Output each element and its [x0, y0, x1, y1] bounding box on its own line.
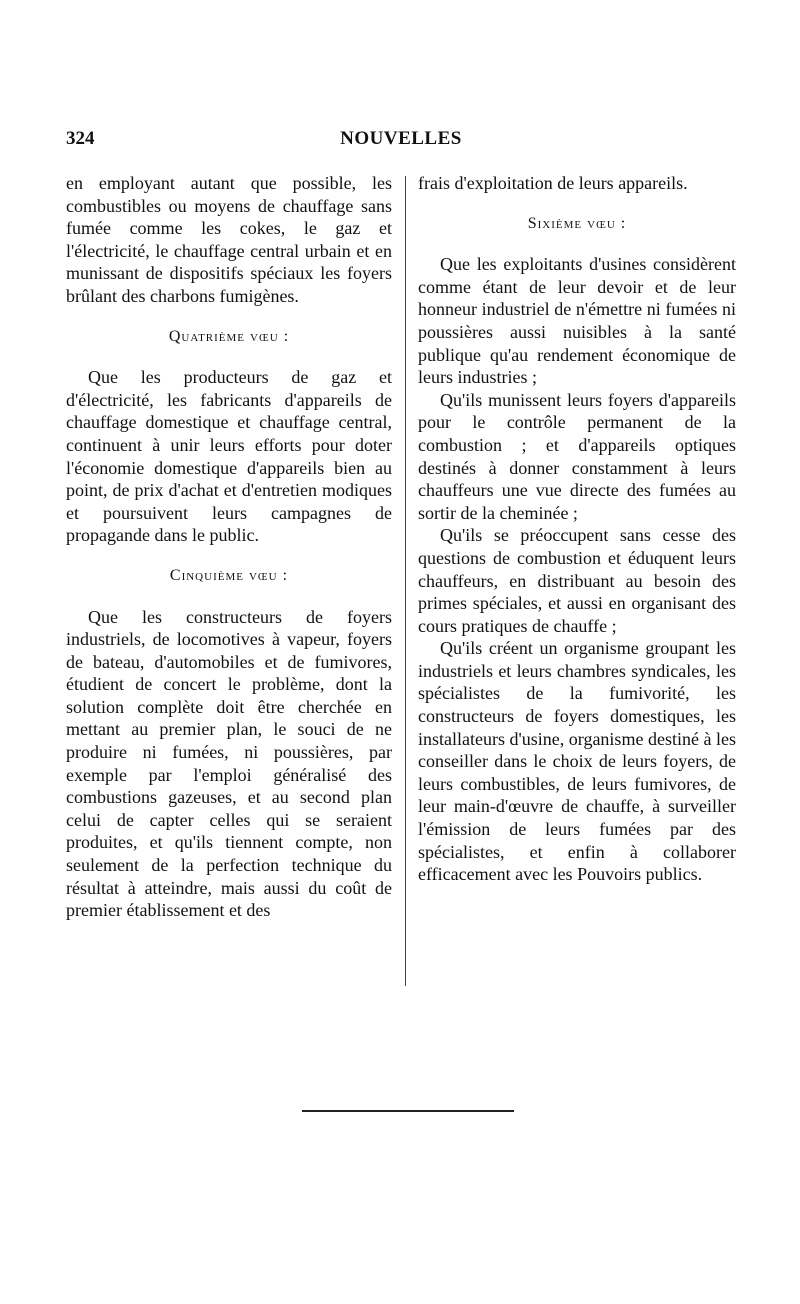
paragraph-cinquieme-voeu: Que les constructeurs de foyers industriels, de locomotives à vapeur, foyers de bateau, d'automobiles et de fumivores, étudient de concert le problème, dont la solution complète doit être cherchée en mettant au premier plan, le souci de ne produire ni fumées, ni poussières, par exemple par l'emploi généralisé des combustions gazeuses, et au second plan celui de capter celles qui se seraient produites, et qu'ils tiennent compte, non seulement de la perfection technique du résultat à atteindre, mais aussi du coût de premier établissement et des	[66, 606, 392, 921]
paragraph-sixieme-voeu-d: Qu'ils créent un organisme groupant les industriels et leurs chambres syndicales, les spécialistes de la fumivorité, les constructeurs de foyers domestiques, les installateurs d'usine, organisme destiné à les conseiller dans le choix de leurs foyers, de leurs combustibles, de leurs fumivores, de leur main-d'œuvre de chauffe, à surveiller l'émission de leurs fumées par des spécialistes, et enfin à collaborer efficacement avec les Pouvoirs publics.	[418, 638, 736, 885]
paragraph-quatrieme-voeu: Que les producteurs de gaz et d'électricité, les fabricants d'appareils de chauffage domestique et chauffage central, continuent à unir leurs efforts pour doter l'économie domestique d'appareils bien au point, de prix d'achat et d'entretien modiques et poursuivent leurs campagnes de propagande dans le public.	[66, 367, 392, 546]
paragraph-sixieme-voeu-a: Que les exploitants d'usines considèrent comme étant de leur devoir et de leur honneur industriel de n'émettre ni fumées ni poussières aussi nuisibles à la santé publique qu'au rendement économique de leurs industries ;	[418, 254, 736, 388]
paragraph-continuation-right: frais d'exploitation de leurs appareils.	[418, 173, 688, 193]
page-number: 324	[66, 128, 95, 149]
heading-sixieme-voeu: Sixième vœu :	[527, 214, 627, 232]
heading-cinquieme-voeu: Cinquième vœu :	[169, 566, 289, 584]
column-divider	[405, 176, 406, 986]
left-column	[66, 172, 392, 922]
right-column	[418, 172, 736, 886]
heading-quatrieme-voeu: Quatrième vœu :	[168, 327, 290, 345]
end-rule	[302, 1110, 514, 1112]
paragraph-sixieme-voeu-c: Qu'ils se préoccupent sans cesse des questions de combustion et éduquent leurs chauffeurs, en distribuant au besoin des primes spéciales, et aussi en organisant des cours pratiques de chauffe ;	[418, 525, 736, 636]
running-title: NOUVELLES	[340, 128, 462, 149]
paragraph-continuation-left: en employant autant que possible, les combustibles ou moyens de chauffage sans fumée comme les cokes, le gaz et l'électricité, le chauffage central urbain et en munissant de dispositifs spéciaux les foyers brûlant des charbons fumigènes.	[66, 173, 392, 306]
paragraph-sixieme-voeu-b: Qu'ils munissent leurs foyers d'appareils pour le contrôle permanent de la combustion ; et d'appareils optiques destinés à donner constamment à leurs chauffeurs une vue directe des fumées au sortir de la cheminée ;	[418, 389, 736, 523]
page-header	[66, 128, 736, 158]
